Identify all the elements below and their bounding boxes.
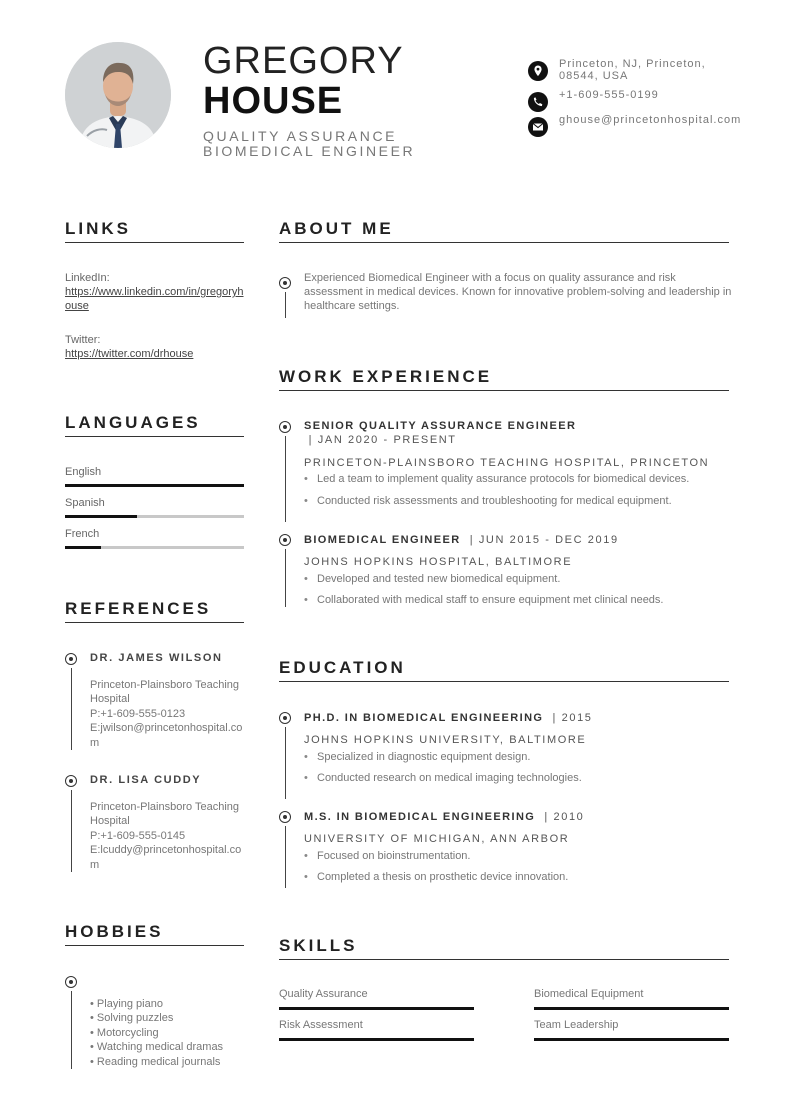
- education-bullet: • Completed a thesis on prosthetic device innovation.: [317, 871, 568, 883]
- job-title: QUALITY ASSURANCE BIOMEDICAL ENGINEER: [203, 128, 416, 159]
- timeline-marker-icon: [65, 976, 77, 988]
- language-name: Spanish: [65, 497, 105, 509]
- hobby-item: • Solving puzzles: [90, 1012, 174, 1025]
- linkedin-label: LinkedIn:: [65, 272, 110, 284]
- reference-org: Princeton-Plainsboro Teaching Hospital: [90, 679, 239, 706]
- hobbies-list: [90, 997, 223, 1069]
- language-name: English: [65, 466, 102, 478]
- skills-divider: [279, 959, 729, 960]
- reference-phone: P:+1-609-555-0123: [90, 707, 186, 720]
- skill-label: Biomedical Equipment: [534, 988, 644, 1000]
- last-name: HOUSE: [203, 80, 344, 122]
- hobby-item: • Watching medical dramas: [90, 1041, 224, 1054]
- school-name: JOHNS HOPKINS UNIVERSITY, BALTIMORE: [304, 734, 587, 746]
- skill-bar: [279, 1007, 474, 1010]
- skills-heading: SKILLS: [279, 936, 358, 955]
- language-level-bar: [65, 515, 244, 518]
- job-title-line: [304, 419, 604, 447]
- reference-name: DR. JAMES WILSON: [90, 652, 223, 664]
- reference-email: E:jwilson@princetonhospital.com: [90, 722, 243, 749]
- timeline-marker-icon: [279, 277, 291, 289]
- reference-details: [90, 678, 246, 750]
- degree-year: 2010: [553, 811, 585, 823]
- skill-label: Risk Assessment: [279, 1019, 363, 1031]
- skill-label: Team Leadership: [534, 1019, 619, 1031]
- work-heading: WORK EXPERIENCE: [279, 367, 493, 386]
- languages-heading: LANGUAGES: [65, 413, 201, 432]
- language-level-fill: [65, 515, 137, 518]
- timeline-line: [285, 292, 286, 318]
- education-heading: EDUCATION: [279, 658, 406, 677]
- hobbies-divider: [65, 945, 244, 946]
- references-heading: REFERENCES: [65, 599, 212, 618]
- skill-label: Quality Assurance: [279, 988, 368, 1000]
- timeline-marker-icon: [279, 421, 291, 433]
- references-divider: [65, 622, 244, 623]
- reference-org: Princeton-Plainsboro Teaching Hospital: [90, 801, 239, 828]
- education-bullet: • Conducted research on medical imaging technologies.: [317, 772, 582, 784]
- about-heading: ABOUT ME: [279, 219, 394, 238]
- education-divider: [279, 681, 729, 682]
- job-position: SENIOR QUALITY ASSURANCE ENGINEER: [304, 420, 577, 432]
- linkedin-link[interactable]: https://www.linkedin.com/in/gregoryhouse: [65, 286, 244, 312]
- reference-email: E:lcuddy@princetonhospital.com: [90, 844, 242, 871]
- first-name: GREGORY: [203, 40, 404, 82]
- degree-year: 2015: [561, 712, 593, 724]
- about-text: Experienced Biomedical Engineer with a focus on quality assurance and risk assessment in medical devices. Known for innovative problem-solving and leadership in healthcare settings.: [304, 272, 732, 312]
- hobbies-heading: HOBBIES: [65, 922, 164, 941]
- school-name: UNIVERSITY OF MICHIGAN, ANN ARBOR: [304, 833, 570, 845]
- twitter-label: Twitter:: [65, 334, 101, 346]
- phone-text[interactable]: +1-609-555-0199: [559, 89, 659, 101]
- timeline-line: [285, 549, 286, 607]
- language-level-bar: [65, 484, 244, 487]
- timeline-line: [285, 727, 286, 799]
- hobby-item: • Playing piano: [90, 998, 163, 1010]
- separator: |: [544, 811, 549, 823]
- skill-bar: [534, 1007, 729, 1010]
- job-bullet: • Led a team to implement quality assurance protocols for biomedical devices.: [317, 473, 689, 485]
- timeline-line: [71, 991, 72, 1069]
- reference-name: DR. LISA CUDDY: [90, 774, 202, 786]
- profile-portrait: [65, 42, 171, 148]
- timeline-line: [71, 668, 72, 750]
- job-dates: JUN 2015 - DEC 2019: [478, 534, 619, 546]
- map-pin-icon: [528, 61, 548, 81]
- job-employer: PRINCETON-PLAINSBORO TEACHING HOSPITAL, PRINCETON: [304, 457, 710, 469]
- job-bullet: • Conducted risk assessments and troubleshooting for medical equipment.: [317, 495, 672, 507]
- timeline-marker-icon: [279, 712, 291, 724]
- degree-title-line: [304, 810, 724, 824]
- separator: |: [308, 434, 314, 446]
- phone-icon: [528, 92, 548, 112]
- education-bullet: • Specialized in diagnostic equipment design.: [317, 751, 530, 763]
- links-block: [65, 271, 247, 361]
- profile-photo: [65, 42, 171, 148]
- education-bullet: • Focused on bioinstrumentation.: [317, 850, 470, 862]
- language-level-bar: [65, 546, 244, 549]
- timeline-marker-icon: [279, 534, 291, 546]
- twitter-link[interactable]: https://twitter.com/drhouse: [65, 348, 194, 360]
- degree-name: M.S. IN BIOMEDICAL ENGINEERING: [304, 811, 536, 823]
- timeline-marker-icon: [65, 775, 77, 787]
- timeline-marker-icon: [279, 811, 291, 823]
- job-position: BIOMEDICAL ENGINEER: [304, 534, 461, 546]
- skill-bar: [279, 1038, 474, 1041]
- language-level-fill: [65, 484, 244, 487]
- job-dates: JAN 2020 - PRESENT: [317, 434, 457, 446]
- email-text[interactable]: ghouse@princetonhospital.com: [559, 114, 742, 126]
- job-bullet: • Developed and tested new biomedical equipment.: [317, 573, 560, 585]
- about-divider: [279, 242, 729, 243]
- language-level-fill: [65, 546, 101, 549]
- work-divider: [279, 390, 729, 391]
- hobby-item: • Motorcycling: [90, 1026, 159, 1039]
- separator: |: [469, 534, 475, 546]
- address-text: Princeton, NJ, Princeton, 08544, USA: [559, 58, 706, 82]
- degree-title-line: [304, 711, 724, 725]
- timeline-line: [285, 436, 286, 522]
- links-heading: LINKS: [65, 219, 131, 238]
- reference-phone: P:+1-609-555-0145: [90, 829, 186, 842]
- skill-bar: [534, 1038, 729, 1041]
- job-employer: JOHNS HOPKINS HOSPITAL, BALTIMORE: [304, 556, 573, 568]
- languages-divider: [65, 436, 244, 437]
- degree-name: PH.D. IN BIOMEDICAL ENGINEERING: [304, 712, 544, 724]
- timeline-marker-icon: [65, 653, 77, 665]
- timeline-line: [71, 790, 72, 872]
- links-divider: [65, 242, 244, 243]
- reference-details: [90, 800, 246, 872]
- job-title-line: [304, 533, 724, 547]
- envelope-icon: [528, 117, 548, 137]
- job-bullet: • Collaborated with medical staff to ensure equipment met clinical needs.: [317, 594, 663, 606]
- timeline-line: [285, 826, 286, 888]
- language-name: French: [65, 528, 100, 540]
- separator: |: [552, 712, 557, 724]
- hobby-item: • Reading medical journals: [90, 1055, 221, 1068]
